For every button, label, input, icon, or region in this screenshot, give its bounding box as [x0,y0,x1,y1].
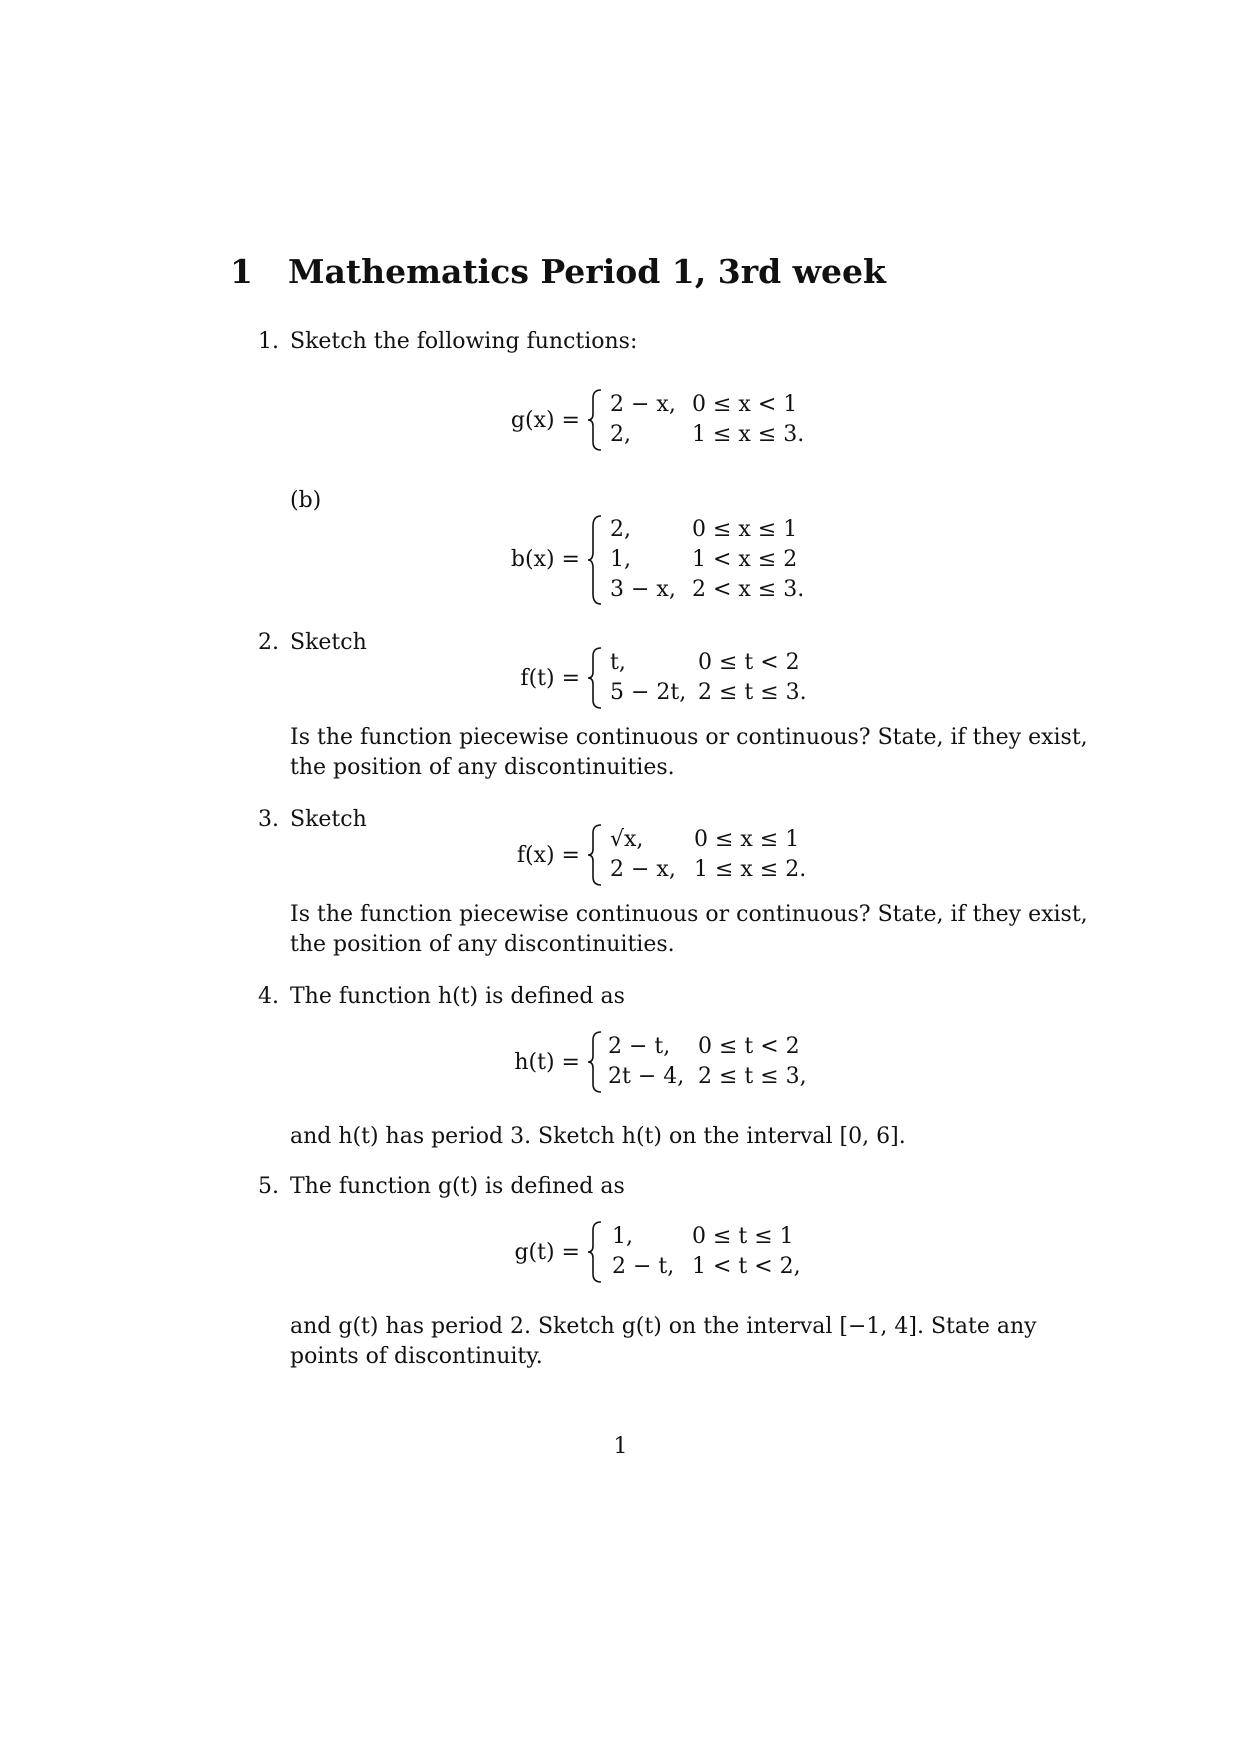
equation-row-expr: 2 − x, [610,392,676,417]
problem-3-question-line: the position of any discontinuities. [290,932,675,957]
equation-row-expr: 2, [610,422,631,447]
problem-5-period-line: points of discontinuity. [290,1344,543,1369]
equation-row-cond: 1 ≤ x ≤ 2. [694,857,807,882]
equation-row-cond: 2 ≤ t ≤ 3, [698,1064,807,1089]
left-brace-icon [586,514,604,606]
equation-row-expr: 2, [610,517,631,542]
part-b-label: (b) [290,488,322,513]
equation-row-expr: t, [610,650,626,675]
section-number: 1 [230,252,253,291]
equation-row-cond: 0 ≤ x ≤ 1 [692,517,798,542]
left-brace-icon [586,1220,604,1284]
problem-5-intro: The function g(t) is defined as [290,1174,625,1199]
equation-row-cond: 2 ≤ t ≤ 3. [698,680,807,705]
problem-3-label: 3. [258,807,279,832]
equation-row-cond: 0 ≤ x ≤ 1 [694,827,800,852]
equation-row-expr: √x, [610,827,644,852]
equation-lhs: g(x) = [510,408,580,433]
equation-row-cond: 2 < x ≤ 3. [692,577,805,602]
equation-row-cond: 0 ≤ x < 1 [692,392,798,417]
problem-3-intro: Sketch [290,807,367,832]
equation-lhs: g(t) = [514,1240,580,1265]
left-brace-icon [586,823,604,887]
problem-2-intro: Sketch [290,630,367,655]
problem-5-period-line: and g(t) has period 2. Sketch g(t) on the interval [−1, 4]. State any [290,1314,1037,1339]
equation-row-cond: 1 ≤ x ≤ 3. [692,422,805,447]
equation-row-cond: 0 ≤ t < 2 [698,650,800,675]
equation-lhs: f(x) = [516,843,580,868]
equation-row-expr: 1, [610,547,631,572]
equation-lhs: f(t) = [520,666,580,691]
left-brace-icon [586,646,604,710]
problem-5-label: 5. [258,1174,279,1199]
problem-4-period-line: and h(t) has period 3. Sketch h(t) on the interval [0, 6]. [290,1124,906,1149]
problem-2-question-line: the position of any discontinuities. [290,755,675,780]
equation-row-expr: 2 − t, [612,1254,675,1279]
equation-row-cond: 0 ≤ t < 2 [698,1034,800,1059]
left-brace-icon [586,1030,604,1094]
problem-1-label: 1. [258,329,279,354]
equation-row-expr: 2 − x, [610,857,676,882]
problem-3-question-line: Is the function piecewise continuous or continuous? State, if they exist, [290,902,1088,927]
equation-row-expr: 5 − 2t, [610,680,687,705]
equation-row-expr: 1, [612,1224,633,1249]
page-number: 1 [613,1434,628,1459]
left-brace-icon [586,388,604,452]
problem-4-intro: The function h(t) is defined as [290,984,625,1009]
equation-row-cond: 0 ≤ t ≤ 1 [692,1224,794,1249]
equation-row-expr: 3 − x, [610,577,676,602]
problem-4-label: 4. [258,984,279,1009]
equation-row-cond: 1 < x ≤ 2 [692,547,798,572]
problem-2-label: 2. [258,630,279,655]
equation-row-cond: 1 < t < 2, [692,1254,801,1279]
problem-2-question-line: Is the function piecewise continuous or continuous? State, if they exist, [290,725,1088,750]
problem-1-intro: Sketch the following functions: [290,329,638,354]
section-title: Mathematics Period 1, 3rd week [288,252,886,291]
equation-lhs: b(x) = [510,547,580,572]
equation-lhs: h(t) = [514,1050,580,1075]
equation-row-expr: 2 − t, [608,1034,671,1059]
equation-row-expr: 2t − 4, [608,1064,685,1089]
